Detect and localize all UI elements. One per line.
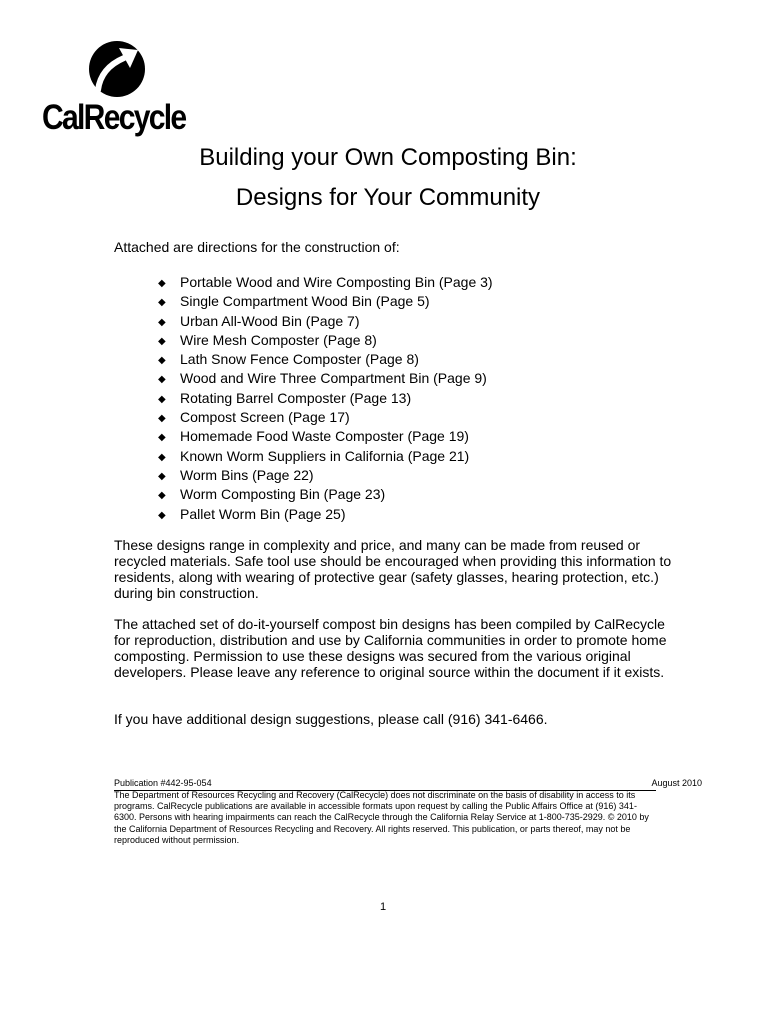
list-item-label: Compost Screen (Page 17) — [180, 409, 350, 426]
disclaimer-text: The Department of Resources Recycling and Recovery (CalRecycle) does not discriminate on the basis of disability in access to its programs. CalRecycle publications are available in accessible formats upon request by calling the Public Affairs Office at (916) 341-6300. Persons with hearing impairments can reach the CalRecycle through the California Relay Service at 1-800-735-2929. © 2010 by the California Department of Resources Recycling and Recovery. All rights reserved. This publication, or parts thereof, may not be reproduced without permission. — [114, 790, 649, 845]
diamond-bullet-icon: ◆ — [158, 297, 166, 309]
page-title-line-1: Building your Own Composting Bin: — [199, 144, 577, 171]
designs-complexity-paragraph: These designs range in complexity and price, and many can be made from reused or recycled materials. Safe tool use should be encouraged when providing this information to residents, along with wearing of protective gear (safety glasses, hearing protection, etc.) during bin construction. — [114, 537, 672, 601]
list-item — [158, 427, 493, 446]
compilation-paragraph: The attached set of do-it-yourself compost bin designs has been compiled by CalRecycle for reproduction, distribution and use by California communities in order to promote home composting. Permission to use these designs was secured from the various original developers. Please leave any reference to original source within the document if it exists. — [114, 616, 667, 680]
diamond-bullet-icon: ◆ — [158, 374, 166, 386]
publication-info — [114, 777, 702, 789]
publication-date: August 2010 — [651, 778, 702, 788]
list-item-label: Pallet Worm Bin (Page 25) — [180, 505, 346, 522]
list-item-label: Rotating Barrel Composter (Page 13) — [180, 389, 412, 406]
diamond-bullet-icon: ◆ — [158, 413, 166, 425]
list-item — [158, 312, 493, 331]
diamond-bullet-icon: ◆ — [158, 393, 166, 405]
intro-text: Attached are directions for the construction of: — [114, 239, 400, 255]
bin-design-list — [158, 273, 493, 524]
diamond-bullet-icon: ◆ — [158, 470, 166, 482]
diamond-bullet-icon: ◆ — [158, 278, 166, 289]
diamond-bullet-icon: ◆ — [158, 490, 166, 502]
list-item — [158, 505, 493, 524]
list-item — [158, 408, 493, 427]
page-title-line-2: Designs for Your Community — [235, 184, 541, 211]
list-item-label: Worm Bins (Page 22) — [180, 466, 314, 483]
list-item — [158, 292, 493, 311]
diamond-bullet-icon: ◆ — [158, 432, 166, 444]
list-item-label: Worm Composting Bin (Page 23) — [180, 486, 386, 503]
list-item — [158, 466, 493, 485]
list-item — [158, 389, 493, 408]
diamond-bullet-icon: ◆ — [158, 451, 166, 463]
list-item — [158, 273, 493, 292]
diamond-bullet-icon: ◆ — [158, 355, 166, 367]
diamond-bullet-icon: ◆ — [158, 335, 166, 347]
logo-wordmark: CalRecycle — [42, 98, 186, 137]
list-item — [158, 369, 493, 388]
list-item-label: Lath Snow Fence Composter (Page 8) — [180, 351, 419, 368]
list-item-label: Known Worm Suppliers in California (Page 21) — [180, 447, 470, 464]
calrecycle-logo — [42, 40, 192, 150]
diamond-bullet-icon: ◆ — [158, 316, 166, 328]
page-number: 1 — [379, 901, 387, 913]
list-item-label: Wire Mesh Composter (Page 8) — [180, 331, 377, 348]
contact-paragraph: If you have additional design suggestions, please call (916) 341-6466. — [114, 711, 548, 727]
list-item-label: Wood and Wire Three Compartment Bin (Page 9) — [180, 370, 487, 387]
list-item — [158, 485, 493, 504]
diamond-bullet-icon: ◆ — [158, 509, 166, 521]
list-item-label: Single Compartment Wood Bin (Page 5) — [180, 293, 430, 310]
list-item — [158, 447, 493, 466]
list-item-label: Urban All-Wood Bin (Page 7) — [180, 312, 360, 329]
list-item-label: Portable Wood and Wire Composting Bin (Page 3) — [180, 274, 493, 290]
list-item-label: Homemade Food Waste Composter (Page 19) — [180, 428, 469, 445]
publication-number: Publication #442-95-054 — [114, 778, 212, 788]
list-item — [158, 331, 493, 350]
list-item — [158, 350, 493, 369]
recycle-arrow-circle-icon — [88, 40, 146, 98]
